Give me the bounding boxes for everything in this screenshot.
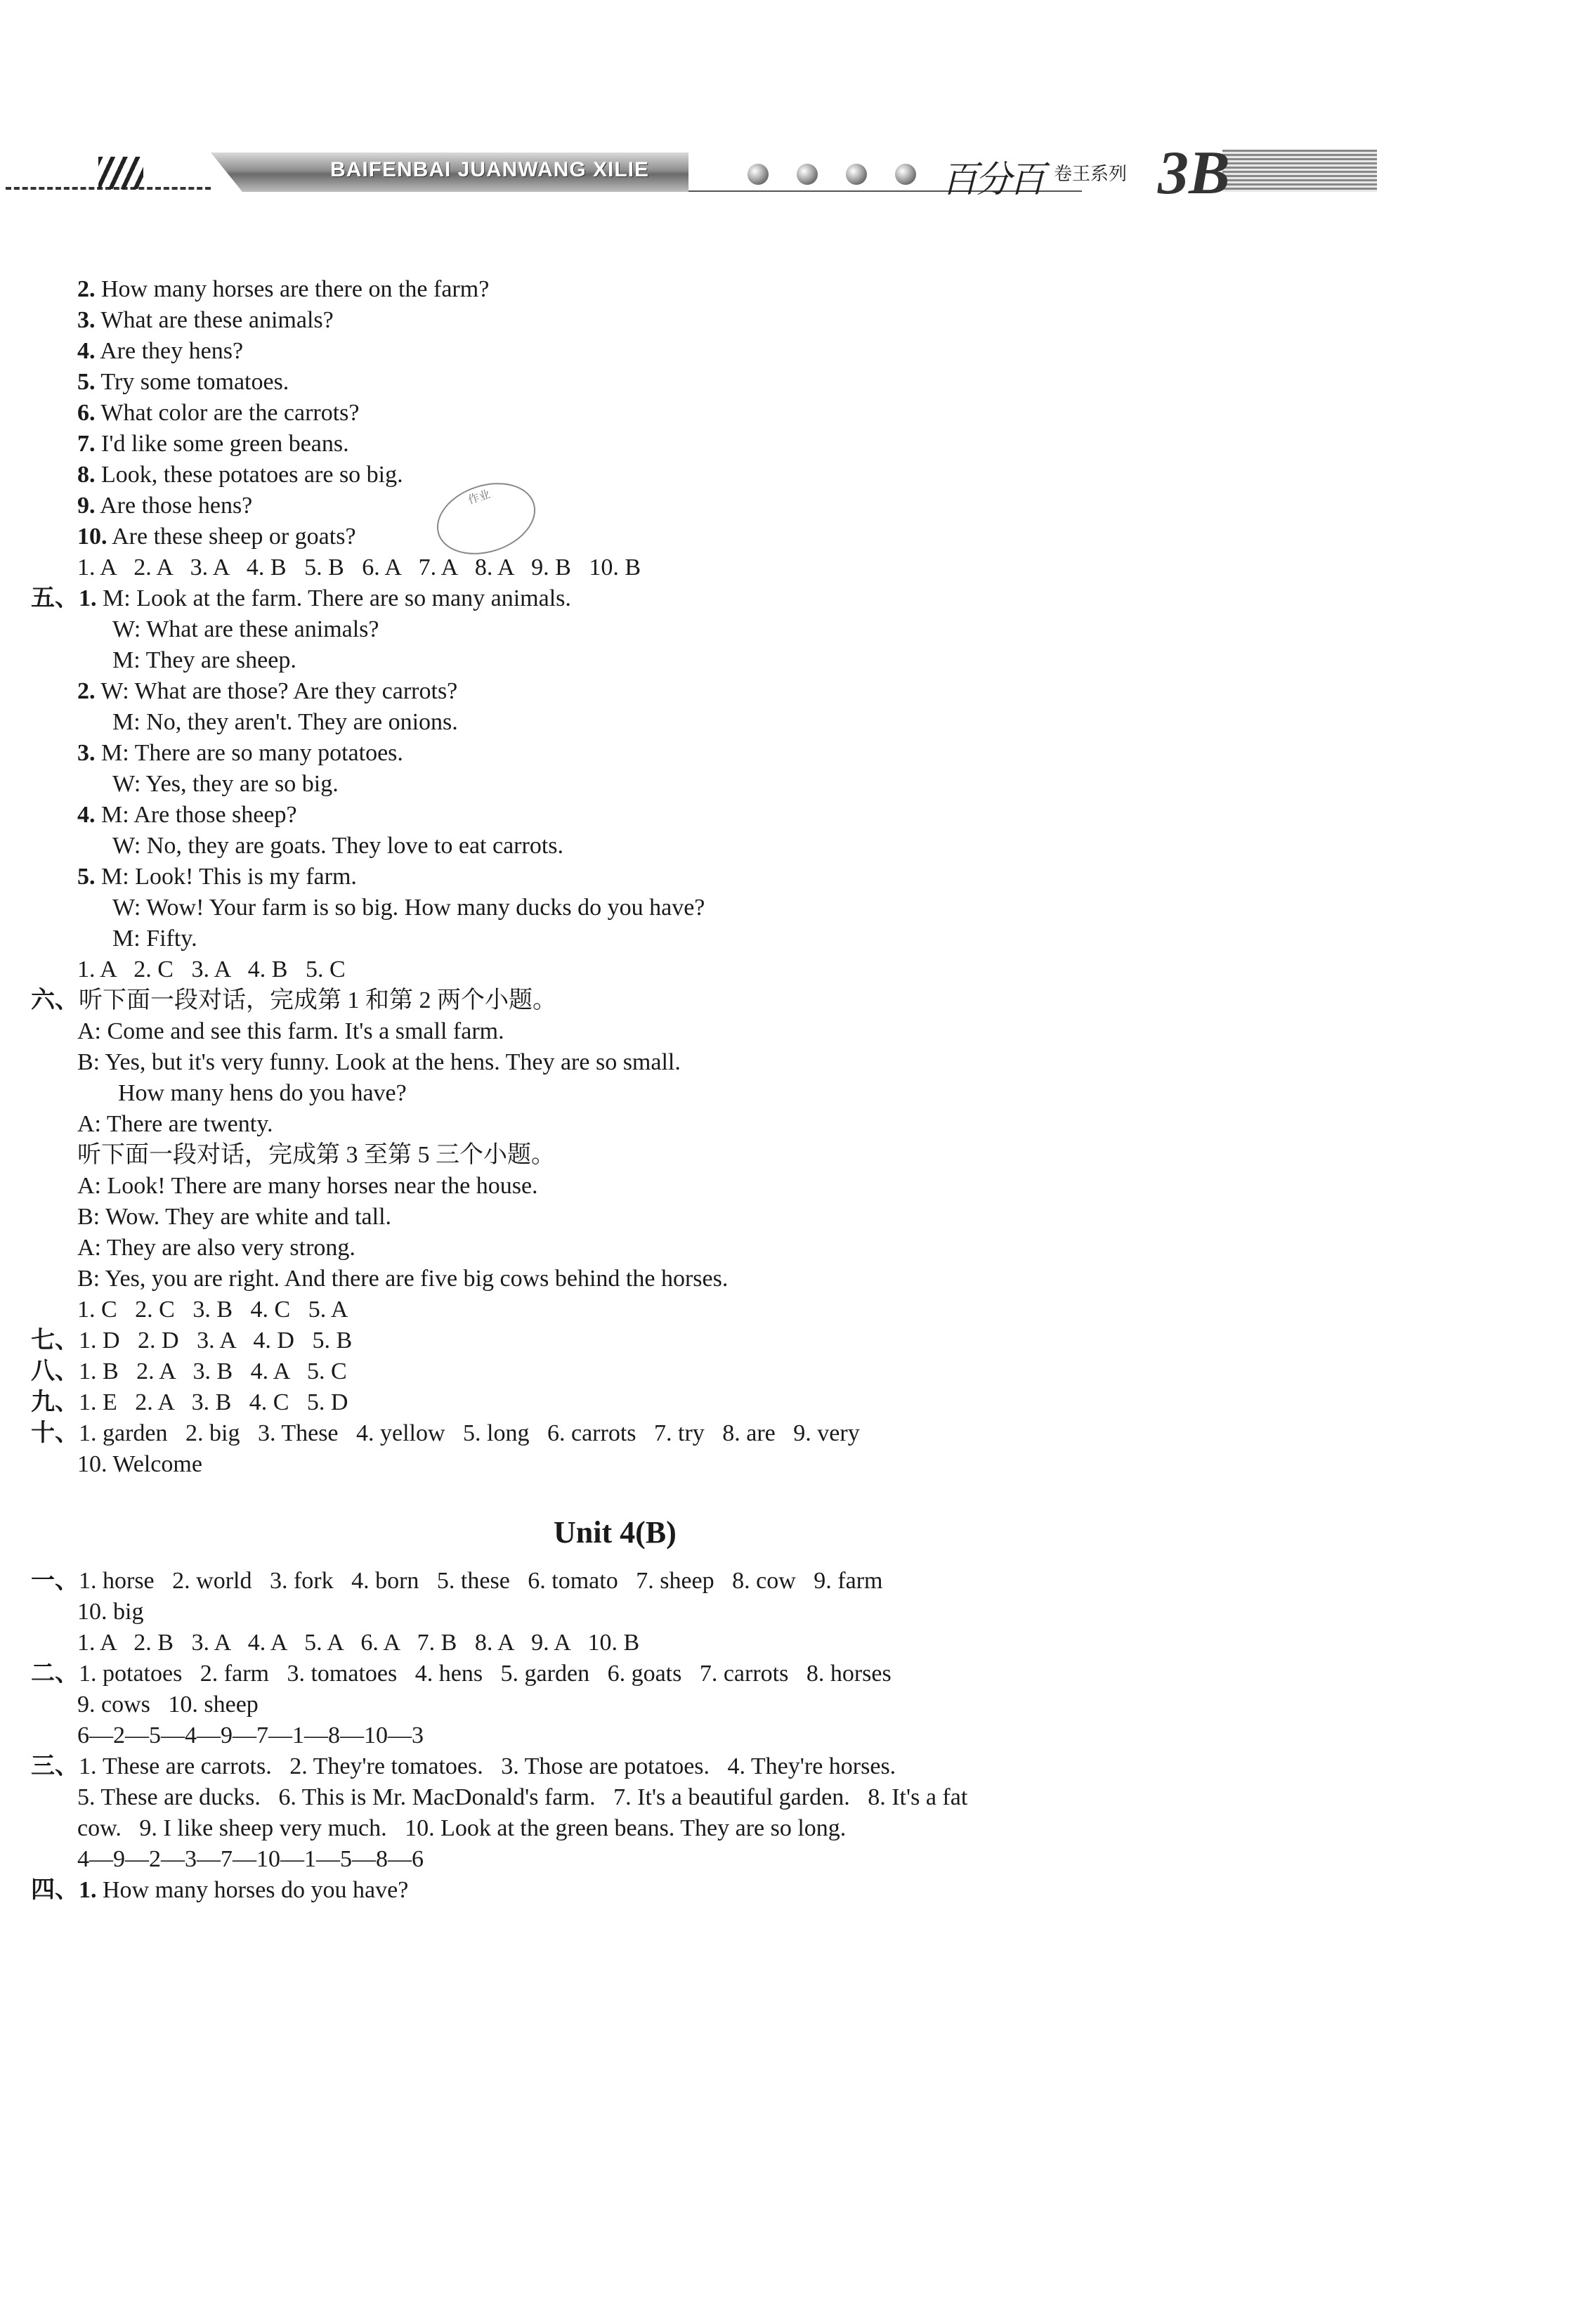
item-number: 三、 — [31, 1753, 79, 1779]
line-text: 10. Welcome — [77, 1451, 202, 1477]
line-text: How many horses do you have? — [96, 1877, 409, 1903]
series-title-en: BAIFENBAI JUANWANG XILIE — [330, 158, 650, 181]
item-number: 七、 — [31, 1327, 79, 1353]
line-text: 1. garden 2. big 3. These 4. yellow 5. long 6. carrots 7. try 8. are 9. very — [79, 1420, 860, 1446]
line-text: 1. A 2. C 3. A 4. B 5. C — [77, 956, 346, 982]
answer-line — [31, 1420, 860, 1448]
series-title-cn: 百分百 — [941, 159, 1043, 201]
item-number: 7. — [77, 431, 96, 457]
answer-line — [77, 677, 457, 706]
answer-line — [77, 1722, 424, 1750]
line-text: M: They are sheep. — [112, 647, 296, 673]
line-text: B: Yes, but it's very funny. Look at the hens. They are so small. — [77, 1049, 681, 1075]
item-number: 一、 — [31, 1568, 79, 1594]
answer-line — [112, 647, 296, 675]
line-text: 1. A 2. A 3. A 4. B 5. B 6. A 7. A 8. A 9. B 10. B — [77, 554, 641, 580]
item-number: 2. — [77, 678, 96, 704]
page-header — [0, 137, 1391, 214]
line-text: M: Fifty. — [112, 926, 197, 952]
answer-line — [77, 1691, 259, 1719]
answer-line — [77, 368, 289, 396]
item-number: 5. — [77, 864, 96, 890]
answer-line — [77, 1784, 967, 1812]
line-text: W: What are these animals? — [112, 616, 379, 642]
line-text: I'd like some green beans. — [95, 431, 349, 457]
line-text: M: Are those sheep? — [95, 802, 297, 828]
answer-line — [77, 461, 403, 489]
line-text: 1. E 2. A 3. B 4. C 5. D — [79, 1389, 348, 1415]
answer-line — [77, 1234, 355, 1262]
line-text: 1. potatoes 2. farm 3. tomatoes 4. hens 5. garden 6. goats 7. carrots 8. horses — [79, 1661, 892, 1687]
answer-line — [77, 1172, 538, 1200]
item-number: 9. — [77, 493, 96, 519]
answer-line — [112, 708, 458, 736]
answer-line — [112, 894, 705, 922]
answer-line — [77, 275, 489, 304]
line-text: cow. 9. I like sheep very much. 10. Look at the green beans. They are so long. — [77, 1815, 847, 1841]
answer-line — [112, 616, 379, 644]
item-number: 二、 — [31, 1661, 79, 1687]
line-text: W: Wow! Your farm is so big. How many ducks do you have? — [112, 895, 705, 921]
line-text: Look, these potatoes are so big. — [95, 462, 403, 488]
item-number: 九、 — [31, 1389, 79, 1415]
item-number: 5. — [77, 369, 96, 395]
answer-line — [77, 1141, 555, 1169]
answer-line — [31, 1567, 882, 1595]
series-logo: 3B — [1158, 139, 1230, 207]
answer-line — [77, 1450, 202, 1479]
item-number: 六、 — [31, 987, 79, 1013]
answer-line — [77, 1629, 639, 1657]
answer-line — [77, 1815, 846, 1843]
answer-line — [118, 1079, 407, 1108]
item-number: 四、1. — [31, 1877, 97, 1903]
line-text: B: Wow. They are white and tall. — [77, 1204, 392, 1230]
answer-line — [31, 1327, 352, 1355]
line-text: 听下面一段对话，完成第 1 和第 2 两个小题。 — [79, 987, 556, 1013]
line-text: What color are the carrots? — [95, 400, 360, 426]
line-text: What are these animals? — [95, 307, 334, 333]
answer-line — [31, 585, 571, 613]
line-text: 9. cows 10. sheep — [77, 1692, 259, 1718]
line-text: A: Look! There are many horses near the house. — [77, 1173, 538, 1199]
answer-line — [77, 1110, 273, 1138]
answer-line — [77, 739, 403, 767]
line-text: 1. A 2. B 3. A 4. A 5. A 6. A 7. B 8. A 9. A 10. B — [77, 1630, 640, 1656]
bullet-dot-icon — [797, 164, 818, 185]
line-text: B: Yes, you are right. And there are five big cows behind the horses. — [77, 1266, 729, 1292]
item-number: 3. — [77, 740, 96, 766]
homework-stamp: 作业 — [428, 471, 545, 566]
line-text: How many horses are there on the farm? — [95, 276, 490, 302]
line-text: 5. These are ducks. 6. This is Mr. MacDonald's farm. 7. It's a beautiful garden. 8. It's a fat — [77, 1784, 968, 1810]
answer-line — [77, 430, 349, 458]
line-text: M: No, they aren't. They are onions. — [112, 709, 458, 735]
line-text: 1. horse 2. world 3. fork 4. born 5. these 6. tomato 7. sheep 8. cow 9. farm — [79, 1568, 883, 1594]
item-number: 10. — [77, 524, 107, 550]
line-text: 1. These are carrots. 2. They're tomatoes. 3. Those are potatoes. 4. They're horses. — [79, 1753, 896, 1779]
line-text: A: They are also very strong. — [77, 1235, 355, 1261]
answer-line — [77, 1018, 504, 1046]
answer-line — [77, 801, 297, 829]
bullet-dot-icon — [747, 164, 769, 185]
item-number: 十、 — [31, 1420, 79, 1446]
answer-line — [77, 1296, 348, 1324]
answer-line — [31, 1389, 348, 1417]
answer-line — [77, 399, 360, 427]
logo-bars — [1222, 150, 1377, 192]
banner-stripes — [98, 157, 143, 189]
answer-line — [77, 554, 641, 582]
item-number: 八、 — [31, 1358, 79, 1384]
line-text: 1. B 2. A 3. B 4. A 5. C — [79, 1358, 347, 1384]
answer-line — [77, 306, 334, 335]
answer-line — [31, 1876, 408, 1904]
series-subtitle-cn: 卷王系列 — [1054, 164, 1128, 185]
line-text: Are those hens? — [95, 493, 253, 519]
line-text: 1. D 2. D 3. A 4. D 5. B — [79, 1327, 353, 1353]
answer-line — [77, 1049, 681, 1077]
answer-line — [77, 1598, 143, 1626]
line-text: 1. C 2. C 3. B 4. C 5. A — [77, 1297, 348, 1323]
item-number: 4. — [77, 802, 96, 828]
line-text: Are these sheep or goats? — [107, 524, 356, 550]
answer-line — [31, 987, 556, 1015]
unit-heading: Unit 4(B) — [554, 1515, 677, 1550]
answer-line — [77, 1845, 424, 1874]
item-number: 6. — [77, 400, 96, 426]
line-text: Are they hens? — [95, 338, 244, 364]
line-text: M: Look at the farm. There are so many animals. — [96, 585, 571, 611]
line-text: 听下面一段对话，完成第 3 至第 5 三个小题。 — [77, 1142, 555, 1168]
answer-line — [31, 1753, 896, 1781]
answer-line — [77, 1265, 728, 1293]
answer-line — [112, 770, 339, 798]
line-text: 6—2—5—4—9—7—1—8—10—3 — [77, 1722, 424, 1748]
item-number: 2. — [77, 276, 96, 302]
answer-line — [77, 863, 357, 891]
line-text: W: Yes, they are so big. — [112, 771, 339, 797]
line-text: Try some tomatoes. — [95, 369, 289, 395]
answer-line — [77, 337, 243, 365]
answer-line — [77, 956, 346, 984]
line-text: M: There are so many potatoes. — [95, 740, 403, 766]
item-number: 3. — [77, 307, 96, 333]
answer-line — [112, 832, 563, 860]
item-number: 8. — [77, 462, 96, 488]
item-number: 4. — [77, 338, 96, 364]
item-number: 五、1. — [31, 585, 97, 611]
line-text: W: What are those? Are they carrots? — [95, 678, 458, 704]
answer-line — [31, 1660, 892, 1688]
answer-line — [77, 523, 356, 551]
answer-line — [112, 925, 197, 953]
bullet-dot-icon — [895, 164, 916, 185]
answer-line — [31, 1358, 347, 1386]
line-text: How many hens do you have? — [118, 1080, 407, 1106]
line-text: M: Look! This is my farm. — [95, 864, 357, 890]
line-text: W: No, they are goats. They love to eat carrots. — [112, 833, 563, 859]
bullet-dot-icon — [846, 164, 867, 185]
answer-line — [77, 492, 252, 520]
line-text: 10. big — [77, 1599, 144, 1625]
line-text: A: Come and see this farm. It's a small farm. — [77, 1018, 504, 1044]
answer-line — [77, 1203, 391, 1231]
line-text: 4—9—2—3—7—10—1—5—8—6 — [77, 1846, 424, 1872]
line-text: A: There are twenty. — [77, 1111, 273, 1137]
